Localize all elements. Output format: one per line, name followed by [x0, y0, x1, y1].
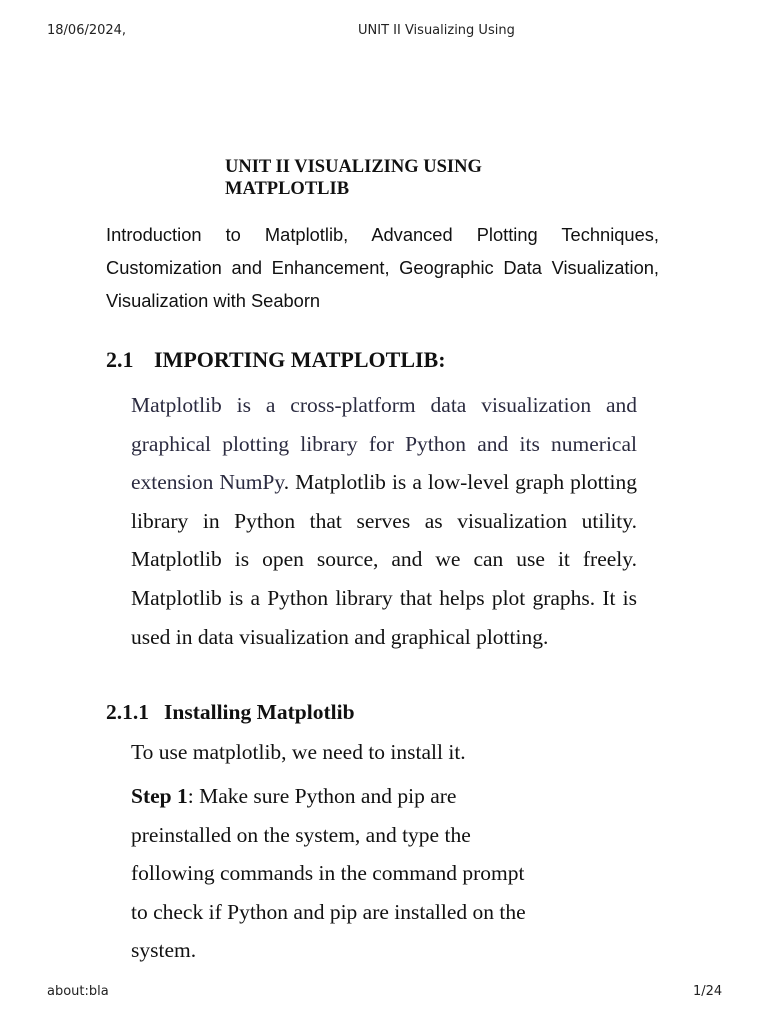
- step1-line4: to check if Python and pip are installed on the: [131, 899, 526, 924]
- intro-paragraph: [131, 386, 637, 656]
- section-title: IMPORTING MATPLOTLIB:: [154, 347, 446, 372]
- step1-line5: system.: [131, 938, 197, 963]
- step1-line1: [131, 777, 601, 816]
- section-number: 2.1: [106, 347, 134, 372]
- step1-line3: following commands in the command prompt: [131, 861, 525, 886]
- unit-title-line2: MATPLOTLIB: [225, 179, 350, 199]
- subsection-title: Installing Matplotlib: [164, 700, 355, 724]
- intro-text-part2: . Matplotlib is a low-level graph plotting library in Python that serves as visualization utility. Matplotlib is open source, and we can use it freely. Matplotlib is a Python library that helps plot graphs. It is used in data visualization and graphical plotting.: [131, 470, 637, 649]
- footer-page-number: 1/24: [693, 984, 723, 999]
- intro-text-part1: Matplotlib is a cross-platform data visualization and graphical plotting library for Python and its numerical extension NumPy: [131, 393, 637, 495]
- section-heading-2-1: [106, 347, 446, 373]
- step1-line1-text: : Make sure Python and pip are: [187, 784, 457, 808]
- header-title: UNIT II Visualizing Using: [358, 23, 515, 38]
- step1-label: Step 1: [131, 784, 188, 808]
- install-text: To use matplotlib, we need to install it.: [131, 740, 466, 764]
- step1-line2: preinstalled on the system, and type the: [131, 822, 471, 847]
- topics-paragraph: Introduction to Matplotlib, Advanced Plotting Techniques, Customization and Enhancement, Geographic Data Visualization, Visualization with Seaborn: [106, 224, 659, 311]
- step1-paragraph: [131, 777, 601, 970]
- unit-title: [225, 156, 555, 200]
- header-date: 18/06/2024,: [47, 23, 127, 38]
- footer-url: about:bla: [47, 984, 109, 999]
- subsection-number: 2.1.1: [106, 700, 149, 724]
- unit-title-line1: UNIT II VISUALIZING USING: [225, 157, 482, 177]
- section-heading-2-1-1: [106, 700, 355, 725]
